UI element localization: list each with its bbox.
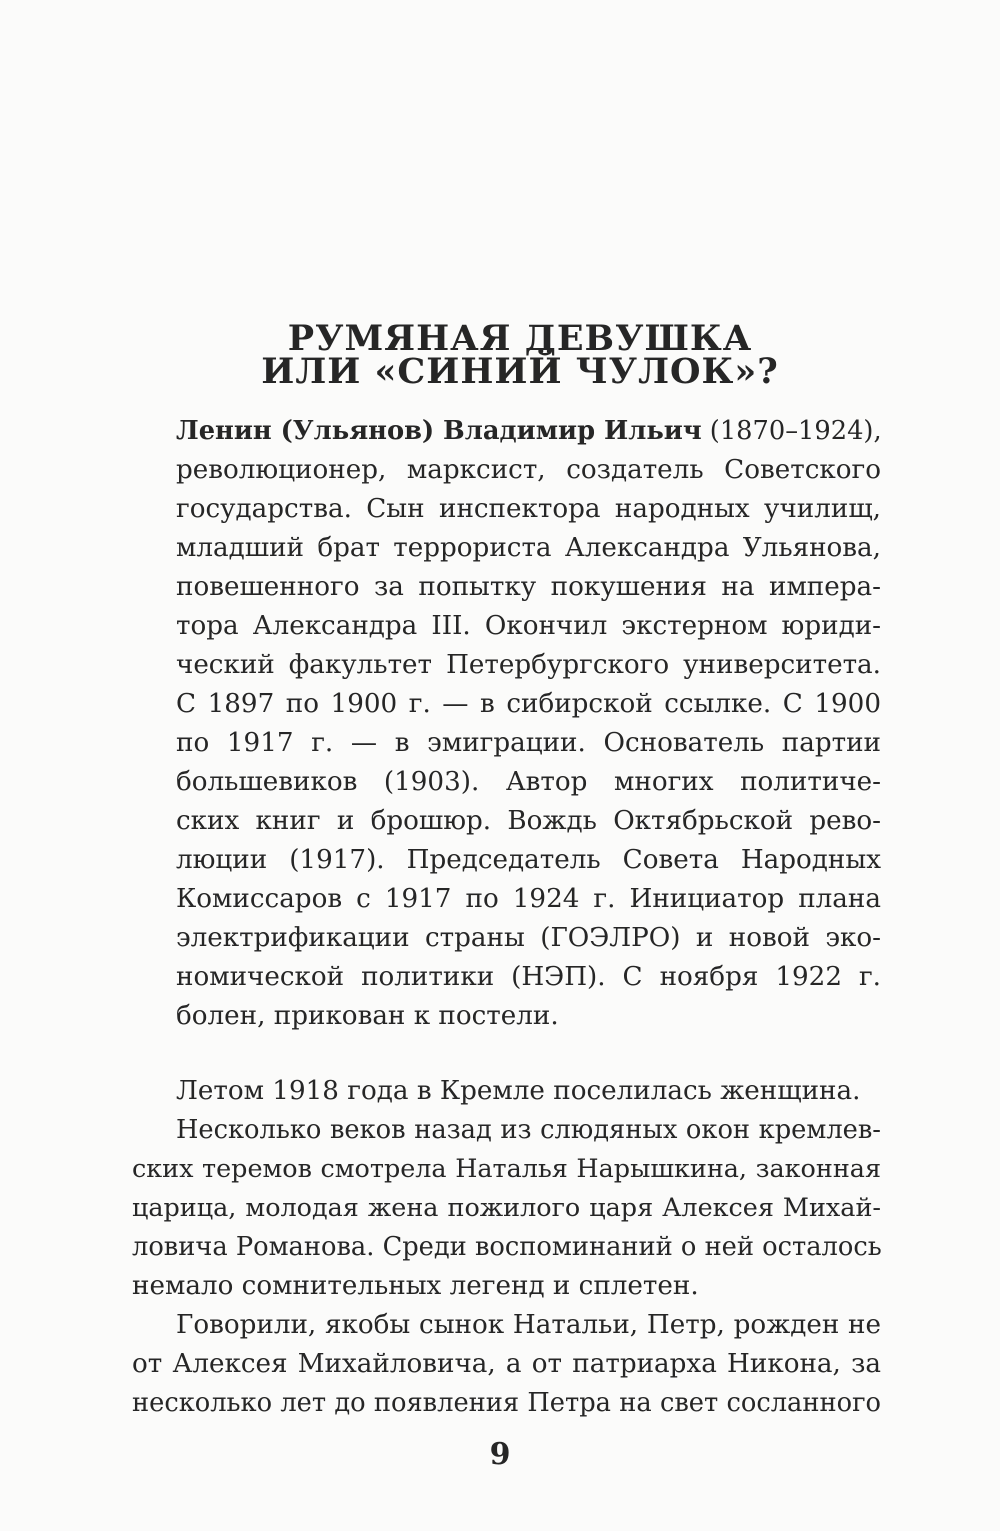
bio-line: электрификации страны (ГОЭЛРО) и новой эко-	[176, 923, 881, 953]
body-line: от Алексея Михайловича, а от патриарха Никона, за	[132, 1349, 881, 1379]
bio-line: номической политики (НЭП). С ноября 1922 г.	[176, 962, 881, 992]
page-number: 9	[489, 1437, 511, 1472]
bio-line: С 1897 по 1900 г. — в сибирской ссылке. С 1900	[176, 689, 881, 719]
bio-line: ских книг и брошюр. Вождь Октябрьской рево-	[176, 806, 881, 836]
chapter-title-line-2: ИЛИ «СИНИЙ ЧУЛОК»?	[261, 351, 779, 392]
bio-line: по 1917 г. — в эмиграции. Основатель партии	[176, 728, 881, 758]
bio-line: люции (1917). Председатель Совета Народных	[176, 845, 881, 875]
bio-line: ческий факультет Петербургского университета.	[176, 650, 881, 680]
body-line: Несколько веков назад из слюдяных окон кремлев-	[176, 1115, 881, 1145]
body-line: немало сомнительных легенд и сплетен.	[132, 1271, 699, 1301]
bio-line: революционер, марксист, создатель Советского	[176, 455, 881, 485]
bio-heading-line	[176, 414, 881, 448]
bio-line: тора Александра III. Окончил экстерном юриди-	[176, 611, 881, 641]
body-line: несколько лет до появления Петра на свет сосланного	[132, 1388, 881, 1418]
bio-line: большевиков (1903). Автор многих политиче-	[176, 767, 881, 797]
body-line: Говорили, якобы сынок Натальи, Петр, рожден не	[176, 1310, 881, 1340]
body-line: Летом 1918 года в Кремле поселилась женщина.	[176, 1076, 861, 1106]
body-line: ских теремов смотрела Наталья Нарышкина, законная	[132, 1154, 881, 1184]
bio-line: младший брат террориста Александра Ульянова,	[176, 533, 881, 563]
bio-name: Ленин (Ульянов) Владимир Ильич	[176, 416, 702, 446]
bio-line-last: болен, прикован к постели.	[176, 1001, 559, 1031]
chapter-title-line-1: РУМЯНАЯ ДЕВУШКА	[287, 318, 753, 359]
body-line: ловича Романова. Среди воспоминаний о ней осталось	[132, 1232, 882, 1262]
bio-line: повешенного за попытку покушения на импера-	[176, 572, 881, 602]
bio-years: (1870–1924),	[701, 416, 882, 446]
body-line: царица, молодая жена пожилого царя Алексея Михай-	[132, 1193, 881, 1223]
bio-line: Комиссаров с 1917 по 1924 г. Инициатор плана	[176, 884, 881, 914]
bio-line: государства. Сын инспектора народных училищ,	[176, 494, 881, 524]
